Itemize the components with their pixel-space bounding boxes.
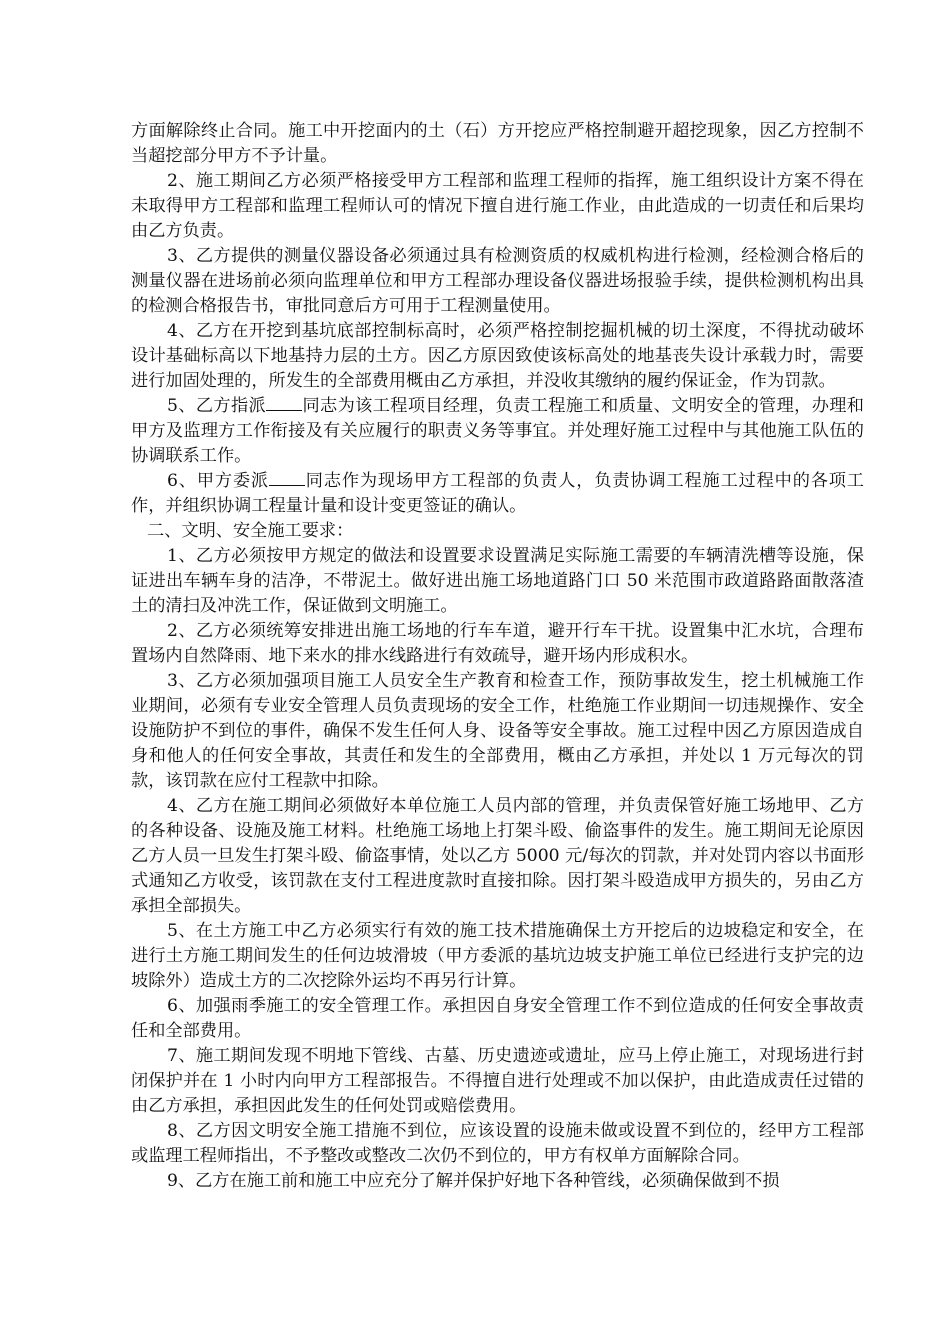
site-lead-blank [269,470,305,486]
clause-5 [131,394,864,469]
safety-clause-8: 8、乙方因文明安全施工措施不到位，应该设置的设施未做或设置不到位的，经甲方工程部或监理工程师指出，不予整改或整改二次仍不到位的，甲方有权单方面解除合同。 [131,1121,864,1166]
section-heading-2: 二、文明、安全施工要求： [147,521,354,541]
safety-clause-2: 2、乙方必须统筹安排进出施工场地的行车车道，避开行车干扰。设置集中汇水坑，合理布置场内自然降雨、地下来水的排水线路进行有效疏导，避开场内形成积水。 [131,621,864,666]
safety-clause-1: 1、乙方必须按甲方规定的做法和设置要求设置满足实际施工需要的车辆清洗槽等设施，保证进出车辆车身的洁净，不带泥土。做好进出施工场地道路门口 50 米范围市政道路路面散落渣土的清扫及冲洗工作，保证做到文明施工。 [131,546,864,616]
safety-clause-9: 9、乙方在施工前和施工中应充分了解并保护好地下各种管线，必须确保做到不损 [167,1171,780,1191]
safety-clause-5: 5、在土方施工中乙方必须实行有效的施工技术措施确保土方开挖后的边坡稳定和安全，在进行土方施工期间发生的任何边坡滑坡（甲方委派的基坑边坡支护施工单位已经进行支护完的边坡除外）造成土方的二次挖除外运均不再另行计算。 [131,921,864,991]
safety-clause-3: 3、乙方必须加强项目施工人员安全生产教育和检查工作，预防事故发生，挖土机械施工作业期间，必须有专业安全管理人员负责现场的安全工作，杜绝施工作业期间一切违规操作、安全设施防护不到位的事件，确保不发生任何人身、设备等安全事故。施工过程中因乙方原因造成自身和他人的任何安全事故，其责任和发生的全部费用，概由乙方承担，并处以 1 万元每次的罚款，该罚款在应付工程款中扣除。 [131,671,864,791]
safety-clause-4: 4、乙方在施工期间必须做好本单位施工人员内部的管理，并负责保管好施工场地甲、乙方的各种设备、设施及施工材料。杜绝施工场地上打架斗殴、偷盗事件的发生。施工期间无论原因乙方人员一旦发生打架斗殴、偷盗事情，处以乙方 5000 元/每次的罚款，并对处罚内容以书面形式通知乙方收受，该罚款在支付工程进度款时直接扣除。因打架斗殴造成甲方损失的，另由乙方承担全部损失。 [131,796,864,916]
clause-3: 3、乙方提供的测量仪器设备必须通过具有检测资质的权威机构进行检测，经检测合格后的测量仪器在进场前必须向监理单位和甲方工程部办理设备仪器进场报验手续，提供检测机构出具的检测合格报告书，审批同意后方可用于工程测量使用。 [131,246,864,316]
clause-6-rest: 同志作为现场甲方工程部的负责人，负责协调工程施工过程中的各项工作，并组织协调工程量计量和设计变更签证的确认。 [131,471,864,516]
clause-2: 2、施工期间乙方必须严格接受甲方工程部和监理工程师的指挥，施工组织设计方案不得在未取得甲方工程部和监理工程师认可的情况下擅自进行施工作业，由此造成的一切责任和后果均由乙方负责。 [131,171,864,241]
clause-6 [131,469,864,519]
paragraph-continuation: 方面解除终止合同。施工中开挖面内的土（石）方开挖应严格控制避开超挖现象，因乙方控制不当超挖部分甲方不予计量。 [131,121,864,166]
safety-clause-7: 7、施工期间发现不明地下管线、古墓、历史遗迹或遗址，应马上停止施工，对现场进行封闭保护并在 1 小时内向甲方工程部报告。不得擅自进行处理或不加以保护，由此造成责任过错的由乙方承担，承担因此发生的任何处罚或赔偿费用。 [131,1046,864,1116]
clause-4: 4、乙方在开挖到基坑底部控制标高时，必须严格控制挖掘机械的切土深度，不得扰动破坏设计基础标高以下地基持力层的土方。因乙方原因致使该标高处的地基丧失设计承载力时，需要进行加固处理的，所发生的全部费用概由乙方承担，并没收其缴纳的履约保证金，作为罚款。 [131,321,864,391]
document-body [131,119,864,1194]
clause-5-lead: 5、乙方指派 [167,396,267,416]
clause-5-rest: 同志为该工程项目经理，负责工程施工和质量、文明安全的管理，办理和甲方及监理方工作衔接及有关应履行的职责义务等事宜。并处理好施工过程中与其他施工队伍的协调联系工作。 [131,396,864,466]
safety-clause-6: 6、加强雨季施工的安全管理工作。承担因自身安全管理工作不到位造成的任何安全事故责任和全部费用。 [131,996,864,1041]
clause-6-lead: 6、甲方委派 [167,471,269,491]
project-manager-blank [266,395,302,411]
